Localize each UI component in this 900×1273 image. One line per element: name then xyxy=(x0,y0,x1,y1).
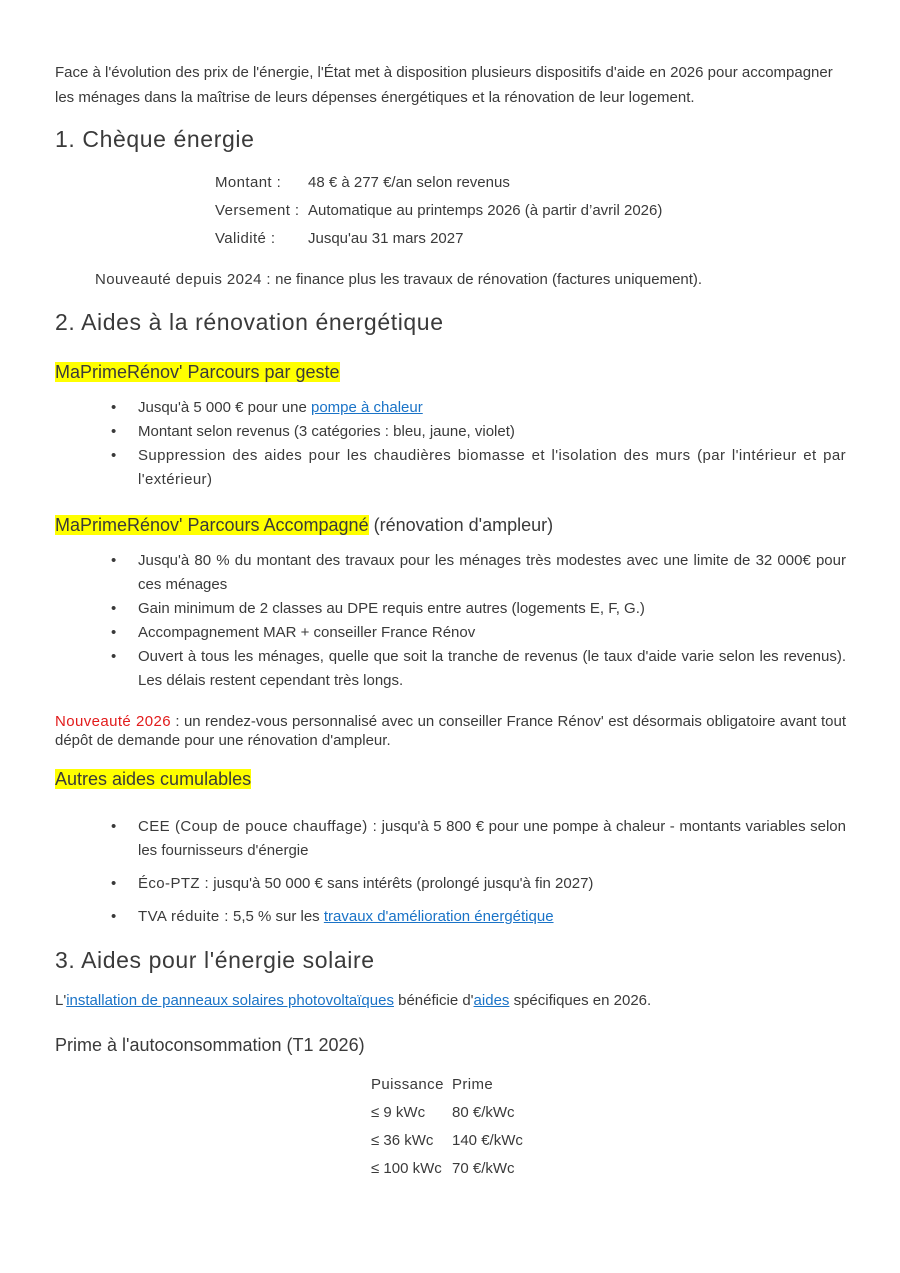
detail-label: Validité : xyxy=(215,230,276,247)
text-segment: bénéficie d' xyxy=(393,992,474,1009)
list-item: • Gain minimum de 2 classes au DPE requis entre autres (logements E, F, G.) xyxy=(55,597,846,621)
section-3-title: 3. Aides pour l'énergie solaire xyxy=(55,947,375,973)
autres-aides-title xyxy=(55,767,251,791)
prime-autoconsommation-title: Prime à l'autoconsommation (T1 2026) xyxy=(55,1035,365,1055)
detail-row-validite xyxy=(215,225,662,253)
list-item xyxy=(55,396,846,420)
highlighted-heading: MaPrimeRénov' Parcours Accompagné xyxy=(55,515,369,535)
table-row xyxy=(371,1154,523,1182)
highlighted-heading: MaPrimeRénov' Parcours par geste xyxy=(55,362,340,382)
detail-value: Jusqu'au 31 mars 2027 xyxy=(308,230,464,247)
detail-row-versement xyxy=(215,197,662,225)
item-text: jusqu'à 5 800 € pour une pompe à chaleur - montants variables selon les fournisseurs d'énergie xyxy=(138,818,846,859)
table-row xyxy=(371,1126,523,1154)
cheque-energie-note xyxy=(95,268,702,292)
item-text: jusqu'à 50 000 € sans intérêts (prolongé jusqu'à fin 2027) xyxy=(209,875,594,892)
table-cell: ≤ 36 kWc xyxy=(371,1131,434,1149)
list-item xyxy=(55,872,846,896)
detail-value: 48 € à 277 €/an selon revenus xyxy=(308,174,510,191)
table-cell: 140 €/kWc xyxy=(452,1131,523,1149)
list-item: • Ouvert à tous les ménages, quelle que soit la tranche de revenus (le taux d'aide varie selon les revenus). Les délais restent cependant très longs. xyxy=(55,645,846,693)
list-item: • Accompagnement MAR + conseiller France Rénov xyxy=(55,621,846,645)
nouveaute-label: Nouveauté 2026 xyxy=(55,713,171,730)
highlighted-heading: Autres aides cumulables xyxy=(55,769,252,789)
panneaux-solaires-link[interactable]: installation de panneaux solaires photovoltaïques xyxy=(66,992,394,1009)
section-1-title: 1. Chèque énergie xyxy=(55,126,255,152)
detail-label: Montant : xyxy=(215,174,282,191)
geste-list xyxy=(55,396,846,492)
note-text: ne finance plus les travaux de rénovation (factures uniquement). xyxy=(271,271,703,288)
solaire-paragraph xyxy=(55,989,651,1013)
section-2-title: 2. Aides à la rénovation énergétique xyxy=(55,309,444,335)
nouveaute-text: : un rendez-vous personnalisé avec un conseiller France Rénov' est désormais obligatoire avant tout dépôt de demande pour une rénovation d'ampleur. xyxy=(55,713,846,749)
pompe-a-chaleur-link[interactable]: pompe à chaleur xyxy=(311,399,423,416)
item-label: CEE (Coup de pouce chauffage) : xyxy=(138,818,378,835)
item-label: Éco-PTZ : xyxy=(138,875,210,892)
table-header-row xyxy=(371,1070,523,1098)
detail-row-montant xyxy=(215,169,662,197)
item-text: 5,5 % sur les xyxy=(228,908,324,925)
geste-title xyxy=(55,360,340,384)
note-label: Nouveauté depuis 2024 : xyxy=(95,271,271,288)
accompagne-title xyxy=(55,513,553,537)
nouveaute-2026-paragraph xyxy=(55,712,846,750)
item-label: TVA réduite : xyxy=(138,908,229,925)
accompagne-list xyxy=(55,549,846,693)
column-header: Puissance xyxy=(371,1075,444,1093)
detail-label: Versement : xyxy=(215,202,300,219)
table-cell: 70 €/kWc xyxy=(452,1159,515,1177)
table-cell: ≤ 9 kWc xyxy=(371,1103,426,1121)
intro-paragraph: Face à l'évolution des prix de l'énergie, l'État met à disposition plusieurs dispositifs d'aide en 2026 pour accompagner les ménages dans la maîtrise de leurs dépenses énergétiques et la rénovation de leur logement. xyxy=(55,64,833,106)
list-item-text: Jusqu'à 5 000 € pour une xyxy=(138,399,311,416)
autres-aides-list xyxy=(55,815,846,929)
travaux-amelioration-link[interactable]: travaux d'amélioration énergétique xyxy=(323,908,554,925)
list-item xyxy=(55,905,846,929)
column-header: Prime xyxy=(452,1075,494,1093)
list-item: • Suppression des aides pour les chaudières biomasse et l'isolation des murs (par l'intérieur et par l'extérieur) xyxy=(55,444,846,492)
table-cell: 80 €/kWc xyxy=(452,1103,515,1121)
cheque-energie-details xyxy=(215,169,662,253)
detail-value: Automatique au printemps 2026 (à partir d’avril 2026) xyxy=(308,202,663,219)
table-row xyxy=(371,1098,523,1126)
list-item: • Montant selon revenus (3 catégories : bleu, jaune, violet) xyxy=(55,420,846,444)
list-item: • Jusqu'à 80 % du montant des travaux pour les ménages très modestes avec une limite de 32 000€ pour ces ménages xyxy=(55,549,846,597)
aides-link[interactable]: aides xyxy=(473,992,510,1009)
text-segment: spécifiques en 2026. xyxy=(509,992,652,1009)
list-item xyxy=(55,815,846,863)
prime-table xyxy=(371,1070,523,1182)
text-segment: L' xyxy=(55,992,67,1009)
table-cell: ≤ 100 kWc xyxy=(371,1159,442,1177)
heading-subtitle: (rénovation d'ampleur) xyxy=(368,515,554,535)
